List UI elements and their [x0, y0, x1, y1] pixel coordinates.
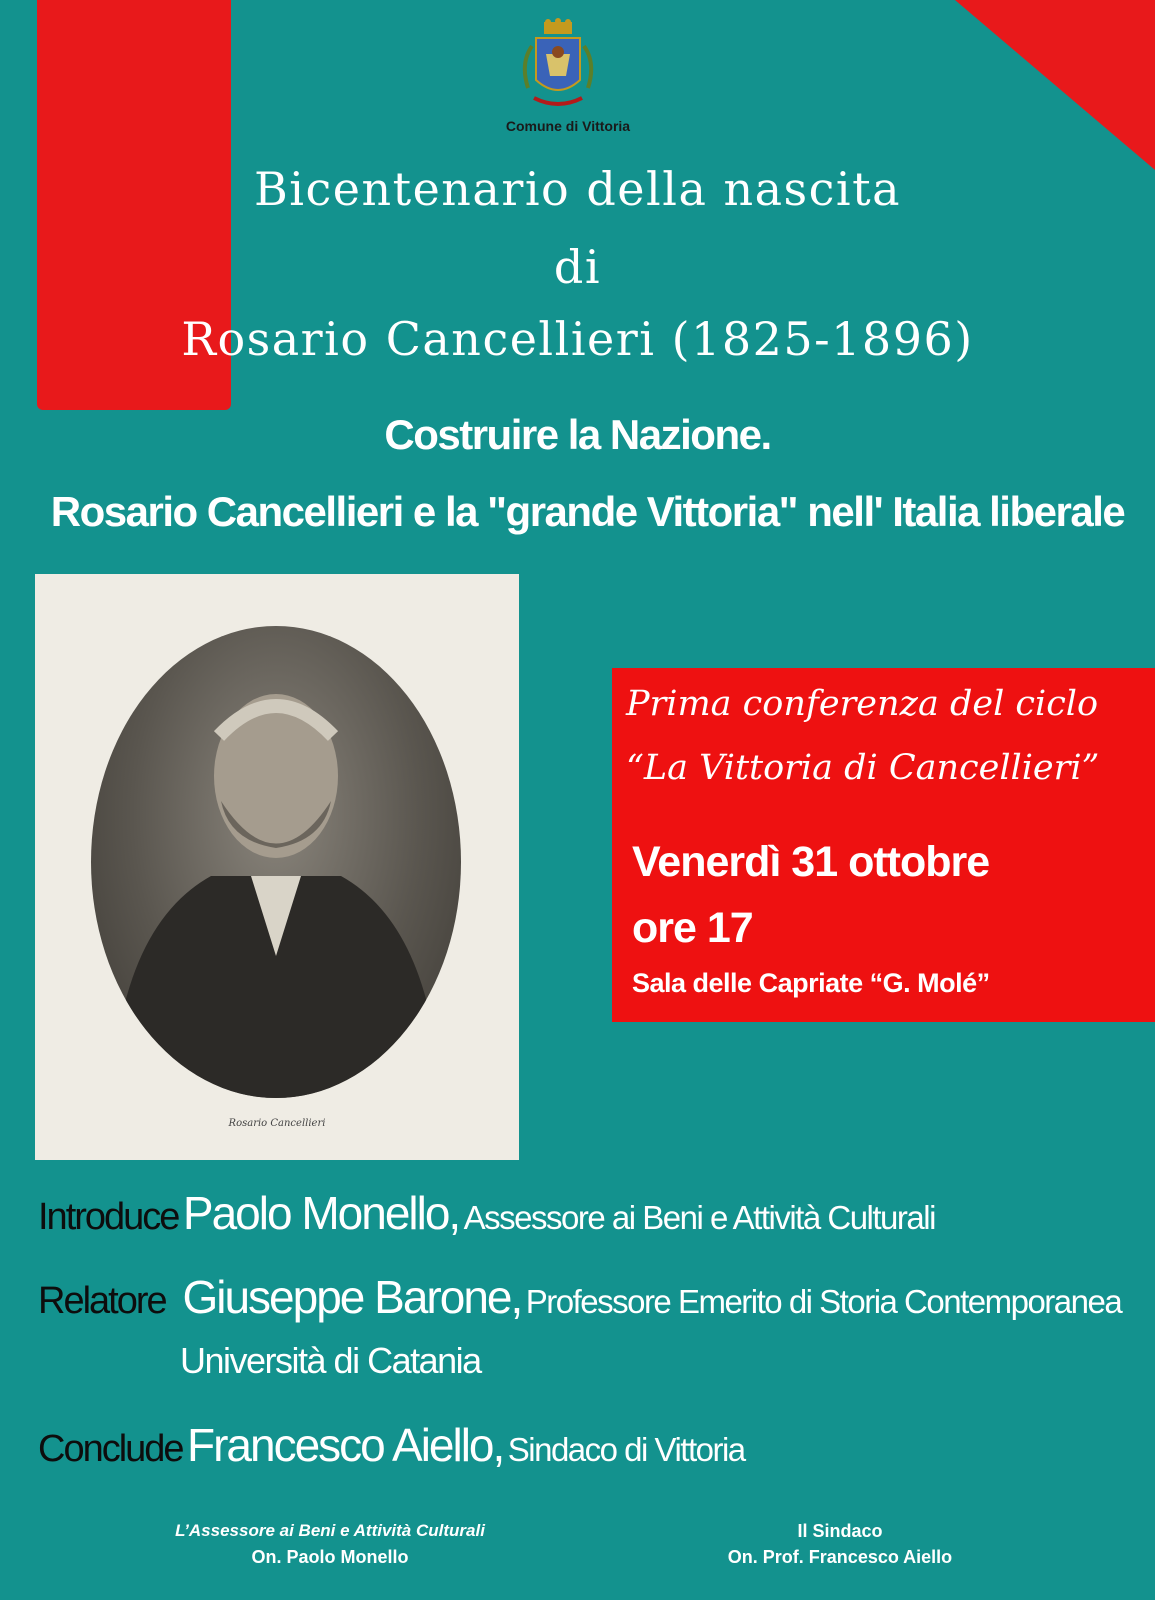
municipal-crest-icon	[518, 18, 598, 116]
speaker-role: Introduce	[38, 1196, 179, 1238]
title-line-2: di	[553, 240, 602, 294]
speaker-row-conclude	[38, 1418, 745, 1472]
title-line-1: Bicentenario della nascita	[253, 162, 902, 216]
speaker-row-relatore	[38, 1270, 1121, 1324]
event-venue: Sala delle Capriate “G. Molé”	[632, 968, 990, 998]
signature-assessore	[140, 1518, 520, 1570]
signature-title: Il Sindaco	[797, 1521, 883, 1541]
municipality-name: Comune di Vittoria	[505, 118, 631, 134]
event-date: Venerdì 31 ottobre	[632, 838, 990, 886]
speaker-row-introduce	[38, 1186, 935, 1240]
speaker-name: Giuseppe Barone,	[182, 1271, 522, 1323]
title-line-3: Rosario Cancellieri (1825-1896)	[181, 312, 974, 366]
speaker-description: Professore Emerito di Storia Contemporanea	[525, 1283, 1122, 1320]
signature-title: L’Assessore ai Beni e Attività Culturali	[175, 1521, 485, 1540]
event-info-box	[612, 668, 1155, 1022]
speaker-role: Relatore	[38, 1280, 166, 1322]
portrait-photo	[35, 574, 519, 1160]
speaker-affiliation: Università di Catania	[180, 1340, 481, 1381]
red-decor-corner	[955, 0, 1155, 170]
portrait-caption: Rosario Cancellieri	[228, 1118, 326, 1129]
speaker-name: Francesco Aiello,	[187, 1419, 504, 1471]
subtitle-line-1: Costruire la Nazione.	[384, 411, 771, 458]
signature-name: On. Paolo Monello	[251, 1547, 409, 1567]
speaker-name: Paolo Monello,	[182, 1187, 460, 1239]
speaker-description: Assessore ai Beni e Attività Culturali	[463, 1199, 935, 1236]
subtitle-line-2: Rosario Cancellieri e la "grande Vittoria" nell' Italia liberale	[50, 488, 1125, 535]
signature-sindaco	[690, 1518, 990, 1570]
signature-name: On. Prof. Francesco Aiello	[727, 1547, 953, 1567]
cycle-line-1: Prima conferenza del ciclo	[626, 684, 1099, 724]
event-time: ore 17	[632, 904, 753, 952]
portrait-oval	[91, 626, 461, 1098]
cycle-line-2: “La Vittoria di Cancellieri”	[626, 748, 1100, 788]
speaker-role: Conclude	[38, 1428, 183, 1470]
speaker-description: Sindaco di Vittoria	[507, 1431, 745, 1468]
